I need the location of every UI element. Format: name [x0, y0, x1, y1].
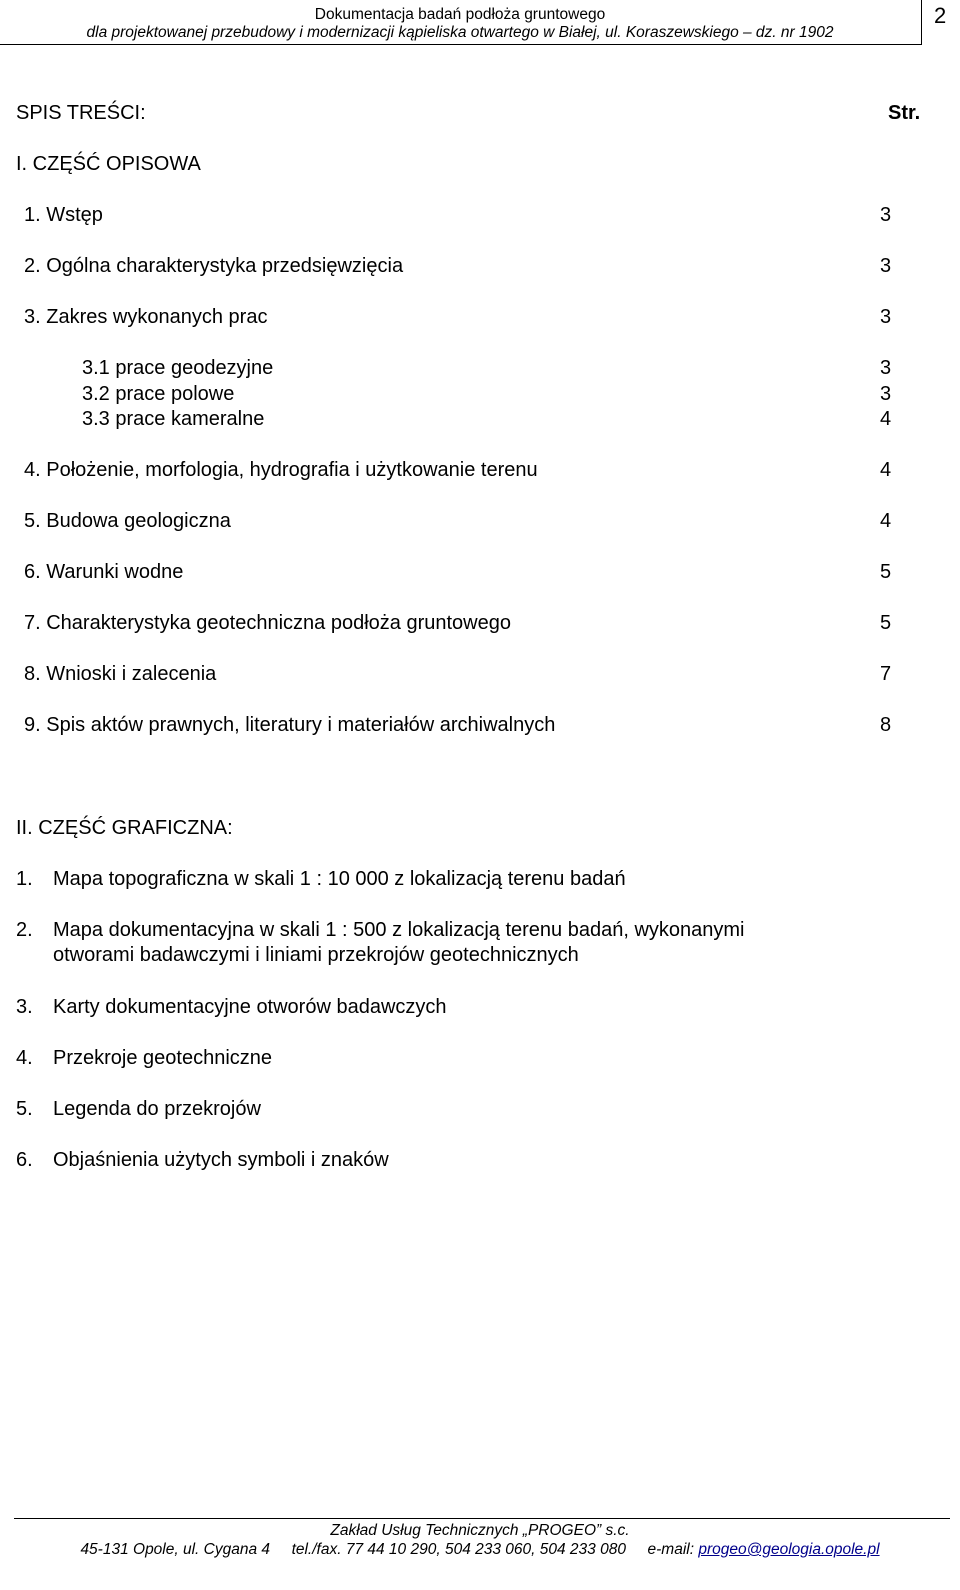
- graphic-item-number: 4.: [16, 1047, 33, 1069]
- toc-entry-label: 4. Położenie, morfologia, hydrografia i użytkowanie terenu: [24, 459, 538, 481]
- header-subtitle: dla projektowanej przebudowy i modernizacji kąpieliska otwartego w Białej, ul. Koraszewskiego – dz. nr 1902: [86, 24, 834, 41]
- graphic-item-text: Legenda do przekrojów: [53, 1098, 261, 1120]
- graphic-item-text: Karty dokumentacyjne otworów badawczych: [53, 996, 447, 1018]
- footer-email-link[interactable]: progeo@geologia.opole.pl: [698, 1541, 880, 1558]
- toc-entry-page: 3: [880, 383, 892, 405]
- footer-email-label: e-mail:: [647, 1541, 695, 1558]
- toc-subentry-label: 3.2 prace polowe: [82, 383, 235, 405]
- toc-entry-label: 1. Wstęp: [24, 204, 103, 226]
- part-2-heading: II. CZĘŚĆ GRAFICZNA:: [16, 817, 233, 839]
- toc-entry-label: 7. Charakterystyka geotechniczna podłoża gruntowego: [24, 612, 511, 634]
- graphic-item-number: 2.: [16, 919, 33, 941]
- graphic-item-text: Mapa dokumentacyjna w skali 1 : 500 z lokalizacją terenu badań, wykonanymi: [53, 919, 745, 941]
- graphic-item-number: 3.: [16, 996, 33, 1018]
- toc-entry-page: 8: [880, 714, 892, 736]
- graphic-item-text-continuation: otworami badawczymi i liniami przekrojów geotechnicznych: [53, 944, 579, 966]
- toc-entry-page: 3: [880, 306, 892, 328]
- footer-company: Zakład Usług Technicznych „PROGEO” s.c.: [330, 1522, 630, 1539]
- page-number: 2: [934, 3, 947, 28]
- footer-divider: [14, 1518, 950, 1519]
- toc-entry-page: 4: [880, 459, 892, 481]
- toc-entry-page: 5: [880, 561, 892, 583]
- header-vertical-divider: [921, 0, 922, 45]
- graphic-item-text: Mapa topograficzna w skali 1 : 10 000 z lokalizacją terenu badań: [53, 868, 626, 890]
- toc-entry-page: 7: [880, 663, 892, 685]
- toc-subentry-label: 3.1 prace geodezyjne: [82, 357, 274, 379]
- footer-contact: [0, 1541, 960, 1559]
- toc-entry-label: 2. Ogólna charakterystyka przedsięwzięcia: [24, 255, 404, 277]
- part-1-heading: I. CZĘŚĆ OPISOWA: [16, 153, 201, 175]
- toc-entry-page: 3: [880, 357, 892, 379]
- toc-title: SPIS TREŚCI:: [16, 102, 146, 124]
- footer-address: 45-131 Opole, ul. Cygana 4: [80, 1541, 271, 1558]
- toc-entry-label: 8. Wnioski i zalecenia: [24, 663, 217, 685]
- toc-entry-label: 3. Zakres wykonanych prac: [24, 306, 268, 328]
- header-title: Dokumentacja badań podłoża gruntowego: [314, 6, 606, 23]
- graphic-item-text: Przekroje geotechniczne: [53, 1047, 273, 1069]
- graphic-item-number: 6.: [16, 1149, 33, 1171]
- toc-page-column-label: Str.: [888, 102, 921, 124]
- toc-entry-page: 3: [880, 204, 892, 226]
- toc-subentry-label: 3.3 prace kameralne: [82, 408, 265, 430]
- toc-entry-page: 4: [880, 510, 892, 532]
- graphic-item-text: Objaśnienia użytych symboli i znaków: [53, 1149, 389, 1171]
- toc-entry-label: 5. Budowa geologiczna: [24, 510, 231, 532]
- header-divider: [0, 44, 922, 45]
- toc-entry-page: 4: [880, 408, 892, 430]
- graphic-item-number: 5.: [16, 1098, 33, 1120]
- toc-entry-page: 5: [880, 612, 892, 634]
- toc-entry-label: 6. Warunki wodne: [24, 561, 184, 583]
- toc-entry-page: 3: [880, 255, 892, 277]
- graphic-item-number: 1.: [16, 868, 33, 890]
- footer-phone: tel./fax. 77 44 10 290, 504 233 060, 504 233 080: [291, 1541, 626, 1558]
- toc-entry-label: 9. Spis aktów prawnych, literatury i materiałów archiwalnych: [24, 714, 556, 736]
